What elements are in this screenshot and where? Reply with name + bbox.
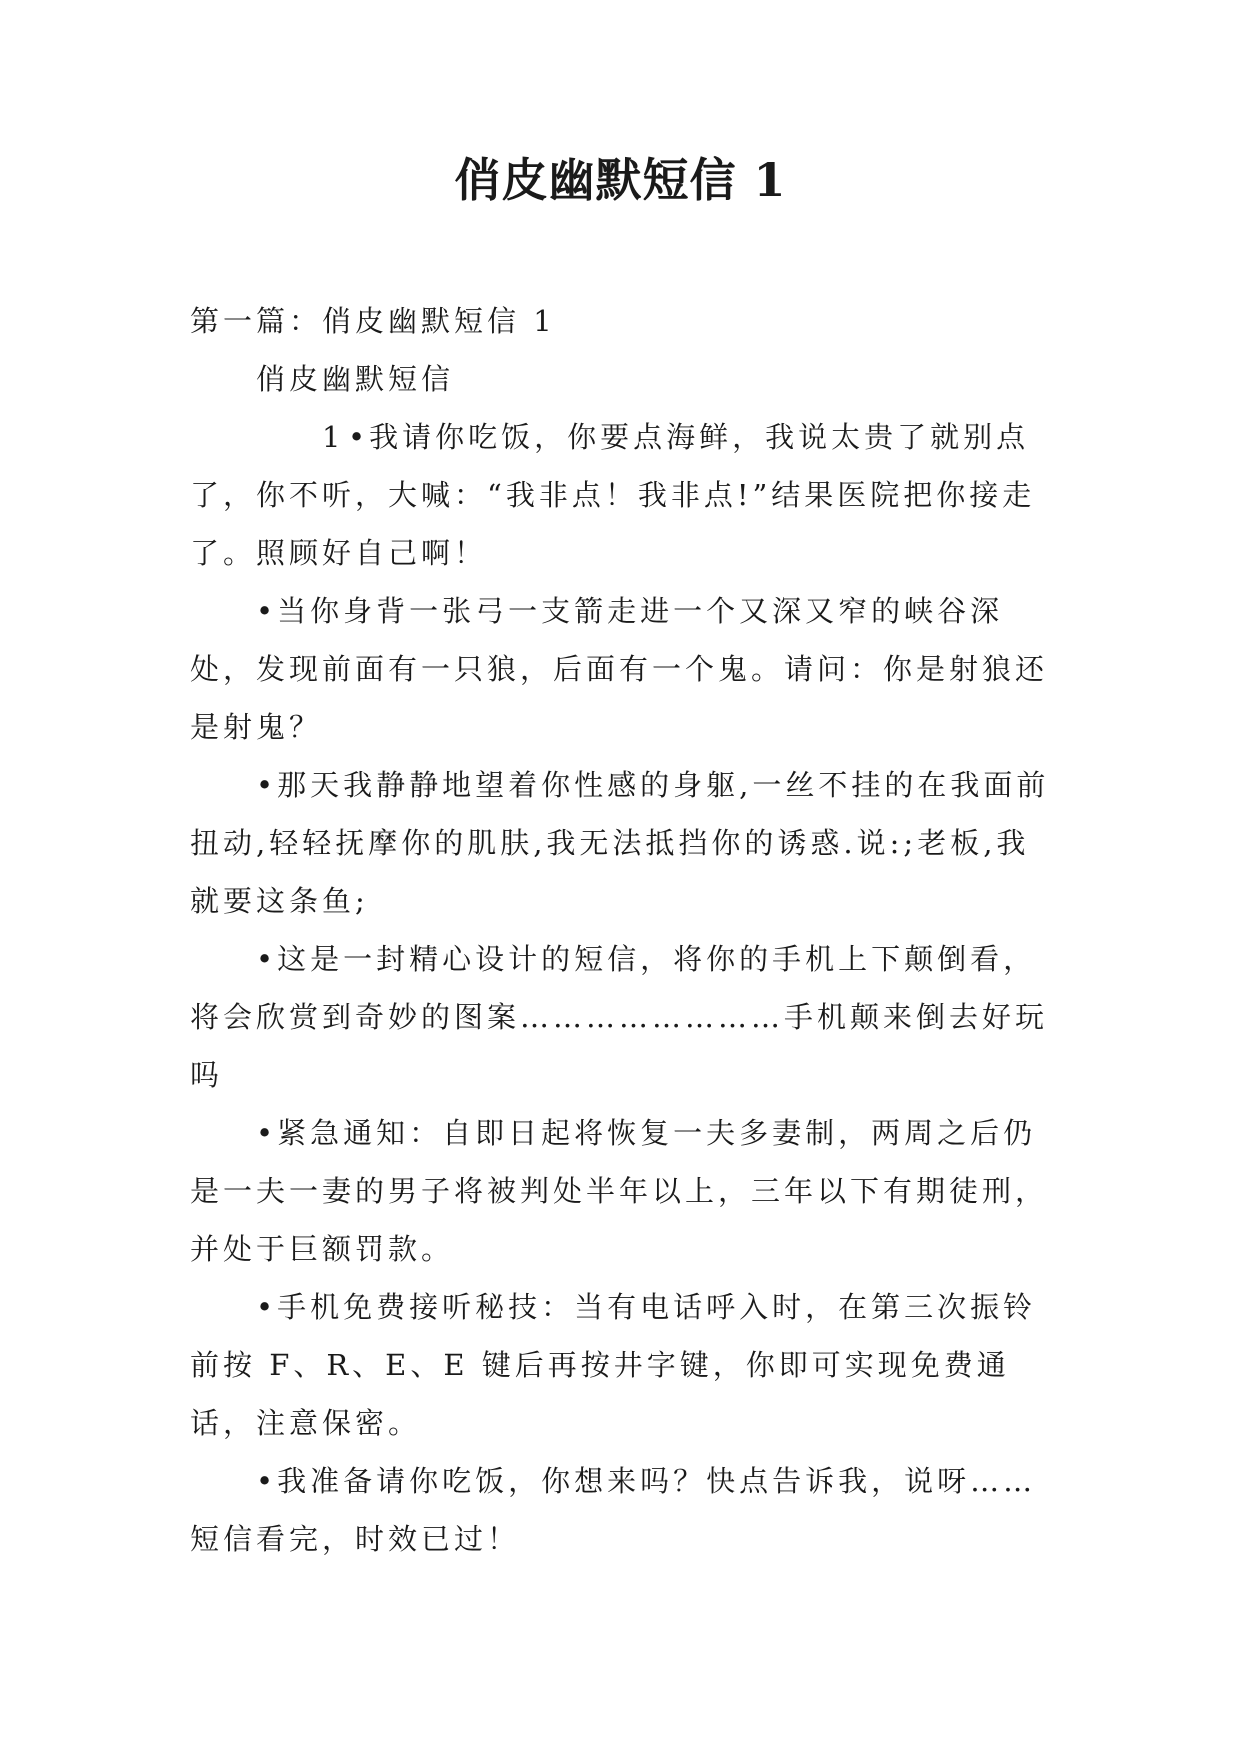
document-title: 俏皮幽默短信 1 bbox=[454, 153, 787, 207]
paragraph-7: •我准备请你吃饭，你想来吗？快点告诉我，说呀……短信看完，时效已过！ bbox=[190, 1464, 1037, 1556]
section-subheading: 俏皮幽默短信 bbox=[256, 362, 455, 396]
item-number: 1 bbox=[322, 420, 345, 454]
paragraph-3: •那天我静静地望着你性感的身躯,一丝不挂的在我面前扭动,轻轻抚摩你的肌肤,我无法抵挡你的诱惑.说:;老板,我就要这条鱼; bbox=[190, 768, 1050, 918]
paragraph-4: •这是一封精心设计的短信，将你的手机上下颠倒看，将会欣赏到奇妙的图案……………………手机颠来倒去好玩吗 bbox=[190, 942, 1049, 1092]
section-heading: 第一篇：俏皮幽默短信 1 bbox=[190, 304, 556, 338]
paragraph-6: •手机免费接听秘技：当有电话呼入时，在第三次振铃前按 F、R、E、E 键后再按井字键，你即可实现免费通话，注意保密。 bbox=[190, 1290, 1037, 1440]
document-body bbox=[190, 292, 1060, 1568]
paragraph-2: •当你身背一张弓一支箭走进一个又深又窄的峡谷深处，发现前面有一只狼，后面有一个鬼。请问：你是射狼还是射鬼？ bbox=[190, 594, 1049, 744]
paragraph-5: •紧急通知：自即日起将恢复一夫多妻制，两周之后仍是一夫一妻的男子将被判处半年以上，三年以下有期徒刑，并处于巨额罚款。 bbox=[190, 1116, 1049, 1266]
paragraph-text: •我请你吃饭，你要点海鲜，我说太贵了就别点了，你不听，大喊：“我非点！我非点!”结果医院把你接走了。照顾好自己啊！ bbox=[190, 420, 1036, 570]
paragraph-1 bbox=[190, 408, 1060, 582]
